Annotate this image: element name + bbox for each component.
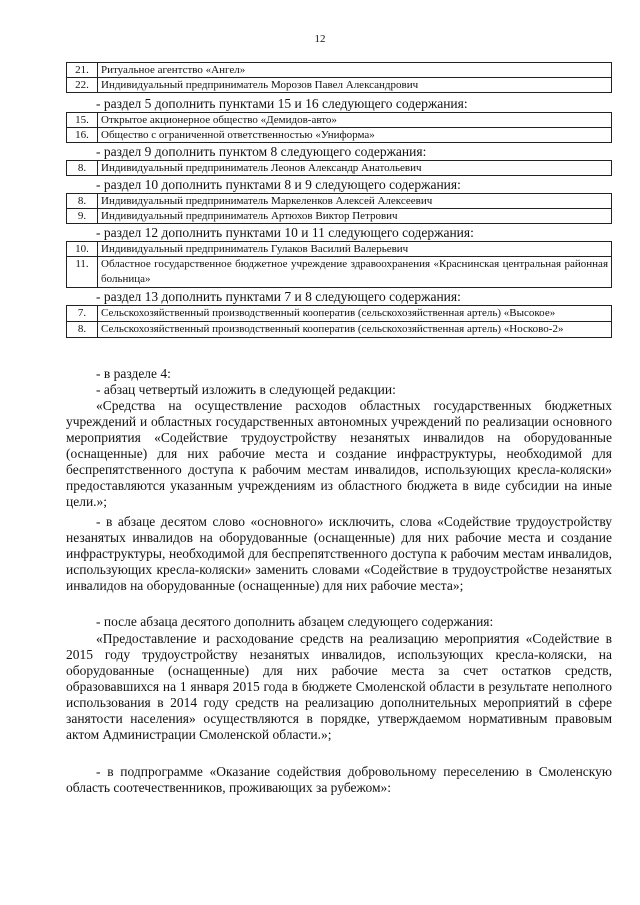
- row-text: Индивидуальный предприниматель Морозов Павел Александрович: [98, 78, 612, 93]
- row-number: 9.: [67, 209, 98, 224]
- table-row: [67, 128, 612, 143]
- table-section-13: [66, 305, 612, 338]
- instruction-line: - в разделе 4:: [96, 366, 171, 381]
- table-row: [67, 257, 612, 288]
- row-text: Индивидуальный предприниматель Гулаков Василий Валерьевич: [98, 242, 612, 257]
- table-section-10: [66, 193, 612, 224]
- table-section-continued: [66, 62, 612, 93]
- page-number: 12: [314, 33, 326, 45]
- row-text: Индивидуальный предприниматель Маркеленков Алексей Алексеевич: [98, 194, 612, 209]
- row-number: 8.: [67, 161, 98, 176]
- row-number: 21.: [67, 63, 98, 78]
- row-text: Открытое акционерное общество «Демидов-авто»: [98, 113, 612, 128]
- table-row: [67, 194, 612, 209]
- table-row: [67, 78, 612, 93]
- row-text: Ритуальное агентство «Ангел»: [98, 63, 612, 78]
- row-number: 8.: [67, 322, 98, 338]
- paragraph: «Средства на осуществление расходов областных государственных бюджетных учреждений и областных государственных автономных учреждений по реализации основного мероприятия «Содействие трудоустройству незанятых инвалидов на оборудованные (оснащенные) для них рабочие места и создание инфраструктуры, необходимой для беспрепятственного доступа к рабочим местам инвалидов, использующих кресла-коляски» предоставляются указанным учреждениям из областного бюджета в виде субсидии на иные цели.»;: [66, 398, 612, 509]
- table-row: [67, 209, 612, 224]
- row-text: Индивидуальный предприниматель Леонов Александр Анатольевич: [98, 161, 612, 176]
- table-row: [67, 306, 612, 322]
- row-number: 7.: [67, 306, 98, 322]
- row-text: Сельскохозяйственный производственный кооператив (сельскохозяйственная артель) «Носково-2»: [98, 322, 612, 338]
- row-number: 16.: [67, 128, 98, 143]
- row-number: 8.: [67, 194, 98, 209]
- row-number: 22.: [67, 78, 98, 93]
- paragraph: - в подпрограмме «Оказание содействия добровольному переселению в Смоленскую область соотечественников, проживающих за рубежом»:: [66, 764, 612, 795]
- section-heading: - раздел 13 дополнить пунктами 7 и 8 следующего содержания:: [96, 289, 461, 304]
- row-text: Сельскохозяйственный производственный кооператив (сельскохозяйственная артель) «Высокое»: [98, 306, 612, 322]
- row-text: Областное государственное бюджетное учреждение здравоохранения «Краснинская центральная районная больница»: [98, 257, 612, 288]
- table-row: [67, 63, 612, 78]
- paragraph: - в абзаце десятом слово «основного» исключить, слова «Содействие трудоустройству незанятых инвалидов на оборудованные (оснащенные) для них рабочие места и создание инфраструктуры, необходимой для беспрепятственного доступа к рабочим местам инвалидов, использующих кресла-коляски» заменить словами «Содействие в трудоустройстве незанятых инвалидов на оборудованные (оснащенные) для них рабочие места»;: [66, 514, 612, 593]
- row-number: 11.: [67, 257, 98, 288]
- paragraph: «Предоставление и расходование средств на реализацию мероприятия «Содействие в 2015 году трудоустройству незанятых инвалидов, использующих кресла-коляски, на оборудованные (оснащенные) для них рабочие места за счет остатков средств, образовавшихся на 1 января 2015 года в бюджете Смоленской области в результате неполного использования в 2014 году средств на реализацию дополнительных мероприятий в сфере занятости населения» осуществляются в порядке, утверждаемом нормативным правовым актом Администрации Смоленской области.»;: [66, 631, 612, 742]
- section-heading: - раздел 9 дополнить пунктом 8 следующего содержания:: [96, 144, 427, 159]
- section-heading: - раздел 5 дополнить пунктами 15 и 16 следующего содержания:: [96, 96, 468, 111]
- row-text: Общество с ограниченной ответственностью «Униформа»: [98, 128, 612, 143]
- instruction-line: - абзац четвертый изложить в следующей редакции:: [96, 382, 396, 397]
- table-row: [67, 242, 612, 257]
- table-section-5: [66, 112, 612, 143]
- instruction-line: - после абзаца десятого дополнить абзацем следующего содержания:: [96, 614, 494, 629]
- table-section-9: [66, 160, 612, 176]
- row-number: 10.: [67, 242, 98, 257]
- table-row: [67, 322, 612, 338]
- table-row: [67, 113, 612, 128]
- row-text: Индивидуальный предприниматель Артюхов Виктор Петрович: [98, 209, 612, 224]
- table-section-12: [66, 241, 612, 288]
- row-number: 15.: [67, 113, 98, 128]
- table-row: [67, 161, 612, 176]
- section-heading: - раздел 10 дополнить пунктами 8 и 9 следующего содержания:: [96, 177, 461, 192]
- section-heading: - раздел 12 дополнить пунктами 10 и 11 следующего содержания:: [96, 225, 474, 240]
